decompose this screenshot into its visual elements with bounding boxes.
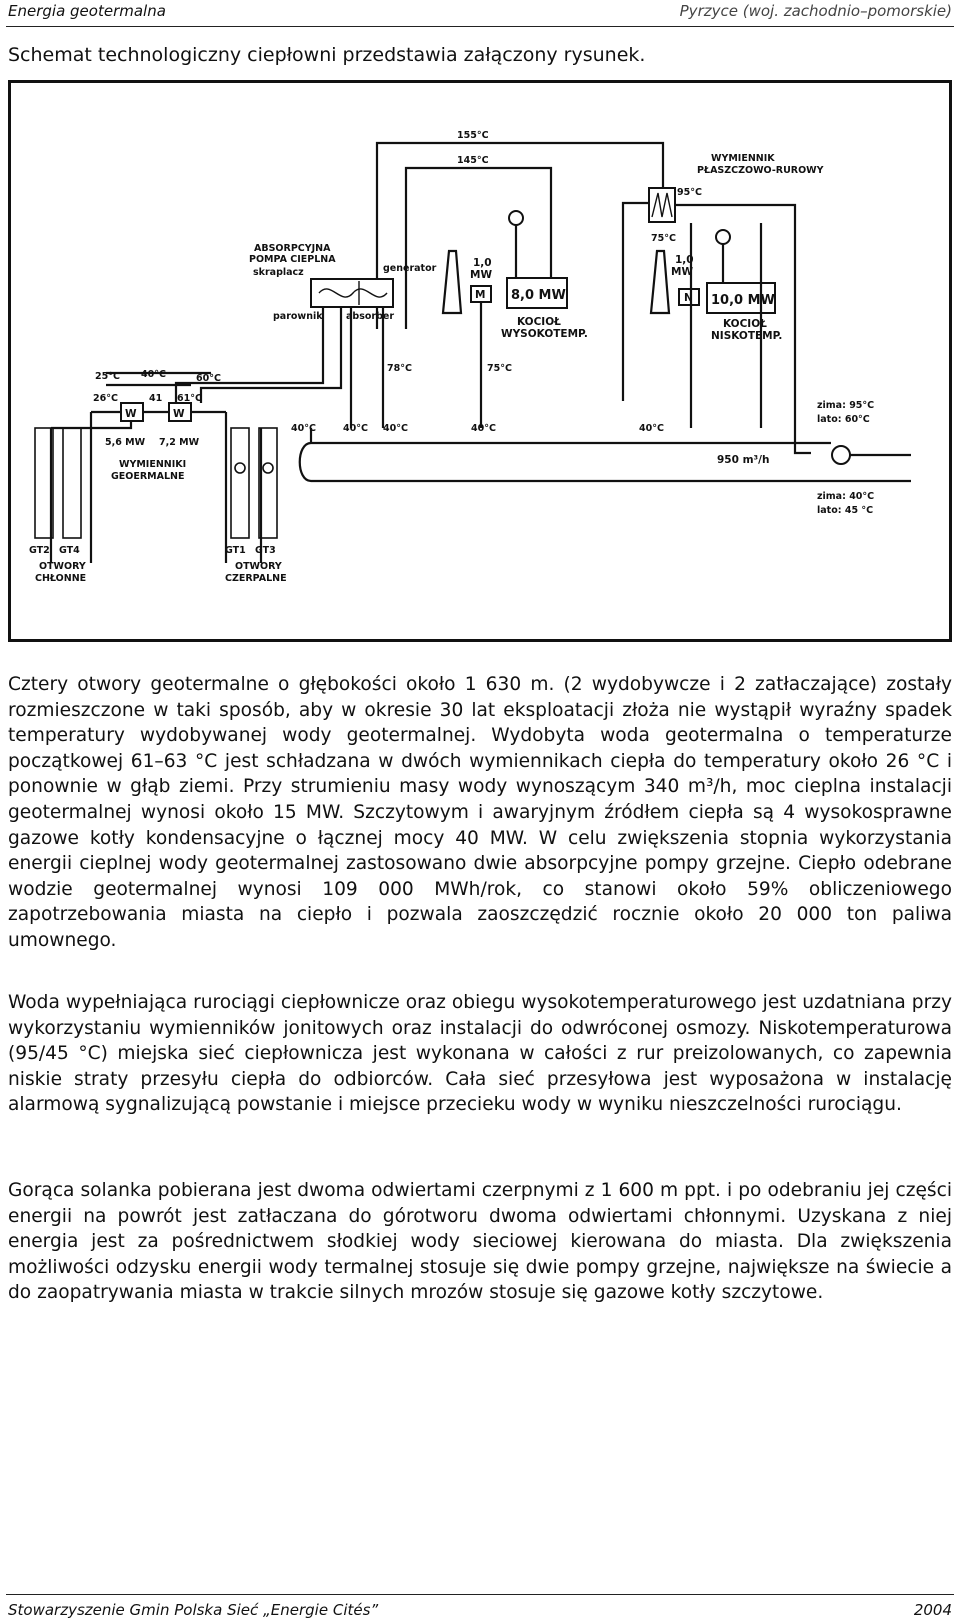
valve-n-label: N: [684, 292, 693, 304]
t145-label: 145°C: [457, 155, 489, 166]
wym-geo-2: GEOERMALNE: [111, 471, 185, 482]
well-gt4: [63, 428, 81, 538]
lato1-label: lato: 60°C: [817, 414, 870, 425]
t75-label: 75°C: [651, 233, 676, 244]
otw-chl-2: CHŁONNE: [35, 573, 87, 584]
mw-b-2: MW: [671, 266, 694, 278]
boiler-low-label-2: NISKOTEMP.: [711, 330, 783, 342]
skraplacz-label: skraplacz: [253, 267, 304, 278]
network-pump-icon: [832, 446, 850, 464]
mw-a-1: 1,0: [473, 257, 492, 269]
flow-label: 950 m³/h: [717, 454, 770, 466]
boiler-low-power: 10,0 MW: [711, 293, 775, 308]
geo-ex-1-label: W: [125, 408, 137, 420]
boiler-high-label-2: WYSOKOTEMP.: [501, 328, 588, 340]
t26-label: 26°C: [93, 393, 118, 404]
paragraph-wells: Cztery otwory geotermalne o głębokości około 1 630 m. (2 wydobywcze i 2 zatłaczające) zostały rozmieszczone w taki sposób, aby w okresie 30 lat eksploatacji złoża nie wystąpił wyraźny spadek temperatury wydobywanej wody geotermalnej. Wydobyta woda geotermalna o temperaturze początkowej 61–63 °C jest schładzana w dwóch wymiennikach ciepła do temperatury około 26 °C i ponownie w głąb ziemi. Przy strumieniu masy wody wynoszącym 340 m³/h, moc cieplna instalacji geotermalnej wynosi około 15 MW. Szczytowym i awaryjnym źródłem ciepła są 4 wysokosprawne gazowe kotły kondensacyjne o łącznej mocy 40 MW. W celu zwiększenia stopnia wykorzystania energii cieplnej wody geotermalnej zastosowano dwie absorpcyjne pompy grzejne. Ciepło odebrane wodzie geotermalnej wynosi 109 000 MWh/rok, co stanowi około 59% obliczeniowego zapotrzebowania miasta na ciepło i pozwala zaoszczędzić rocznie około 20 000 ton paliwa umownego.: [8, 674, 952, 951]
well-pump-2-icon: [263, 463, 273, 473]
wym-pl-2: PŁASZCZOWO-RUROWY: [697, 165, 824, 176]
t61-label: 61°C: [177, 393, 202, 404]
t40f-label: 40°C: [639, 423, 664, 434]
t60-label: 60°C: [196, 373, 221, 384]
t40a-label: 40°C: [141, 369, 166, 380]
t40e-label: 40°C: [471, 423, 496, 434]
boiler-high-power: 8,0 MW: [511, 288, 566, 303]
t40d-label: 40°C: [383, 423, 408, 434]
absorber-label: absorber: [346, 311, 395, 322]
header-title: Energia geotermalna: [8, 2, 166, 20]
footer-year: 2004: [913, 1601, 952, 1619]
zima1-label: zima: 95°C: [817, 400, 875, 411]
pump-high-icon: [509, 211, 523, 225]
t75b-label: 75°C: [487, 363, 512, 374]
intro-sentence: Schemat technologiczny ciepłowni przedstawia załączony rysunek.: [8, 44, 646, 66]
chimney-left: [443, 251, 461, 313]
otw-chl-1: OTWORY: [39, 561, 86, 572]
wym-geo-1: WYMIENNIKI: [119, 459, 187, 470]
lato2-label: lato: 45 °C: [817, 505, 874, 516]
gt3-label: GT3: [255, 545, 276, 556]
gt4-label: GT4: [59, 545, 80, 556]
t95a-label: 95°C: [677, 187, 702, 198]
boiler-low-label-1: KOCIOŁ: [723, 318, 767, 330]
wym-pl-1: WYMIENNIK: [711, 153, 775, 164]
parownik-label: parownik: [273, 311, 323, 322]
paragraph-brine: Gorąca solanka pobierana jest dwoma odwiertami czerpnymi z 1 600 m ppt. i po odebraniu jej części energii na powrót jest zatłaczana do górotworu dwoma odwiertami chłonnymi. Uzyskana z niej energia jest za pośrednictwem słodkiej wody sieciowej kierowana do miasta. Dla zwiększenia możliwości odzysku energii wody termalnej stosuje się dwie pompy grzejne, największe na świecie a do zaopatrywania miasta w trakcie silnych mrozów stosuje się gazowe kotły szczytowe.: [8, 1180, 952, 1304]
t78-label: 78°C: [387, 363, 412, 374]
t40b-label: 40°C: [291, 423, 316, 434]
mwB-label: 7,2 MW: [159, 437, 200, 448]
pump-low-icon: [716, 230, 730, 244]
page-header: [6, 0, 954, 27]
boiler-high-label-1: KOCIOŁ: [517, 316, 561, 328]
zima2-label: zima: 40°C: [817, 491, 875, 502]
header-location: Pyrzyce (woj. zachodnio–pomorskie): [679, 2, 952, 20]
mw-b-1: 1,0: [675, 254, 694, 266]
well-pump-1-icon: [235, 463, 245, 473]
otw-cze-1: OTWORY: [235, 561, 282, 572]
absorption-heat-pump: [311, 279, 393, 307]
otw-cze-2: CZERPALNE: [225, 573, 287, 584]
abs-label-2: POMPA CIEPLNA: [249, 254, 336, 265]
t25-label: 25°C: [95, 371, 120, 382]
gt1-label: GT1: [225, 545, 246, 556]
well-gt1: [231, 428, 249, 538]
mwA-label: 5,6 MW: [105, 437, 146, 448]
t155-label: 155°C: [457, 130, 489, 141]
chimney-right: [651, 251, 669, 313]
footer-publisher: Stowarzyszenie Gmin Polska Sieć „Energie Cités”: [8, 1601, 379, 1619]
geo-ex-2-label: W: [173, 408, 185, 420]
page-footer: [6, 1594, 954, 1623]
generator-label: generator: [383, 263, 437, 274]
valve-m-label: M: [475, 289, 486, 301]
n41-label: 41: [149, 393, 163, 404]
heating-plant-diagram: [8, 80, 952, 642]
paragraph-network: Woda wypełniająca rurociągi ciepłownicze oraz obiegu wysokotemperaturowego jest uzdatniana przy wykorzystaniu wymienników jonitowych oraz instalacji do odwróconej osmozy. Niskotemperaturowa (95/45 °C) miejska sieć ciepłownicza jest wykonana w całości z rur preizolowanych, co zapewnia niskie straty przesyłu ciepła do odbiorców. Cała sieć przesyłowa jest wyposażona w instalację alarmową sygnalizującą powstanie i miejsce przecieku wody w wyniku nieszczelności rurociągu.: [8, 992, 952, 1116]
mw-a-2: MW: [470, 269, 493, 281]
t40c-label: 40°C: [343, 423, 368, 434]
diagram-svg: [11, 83, 949, 639]
gt2-label: GT2: [29, 545, 50, 556]
abs-label-1: ABSORPCYJNA: [254, 243, 331, 254]
